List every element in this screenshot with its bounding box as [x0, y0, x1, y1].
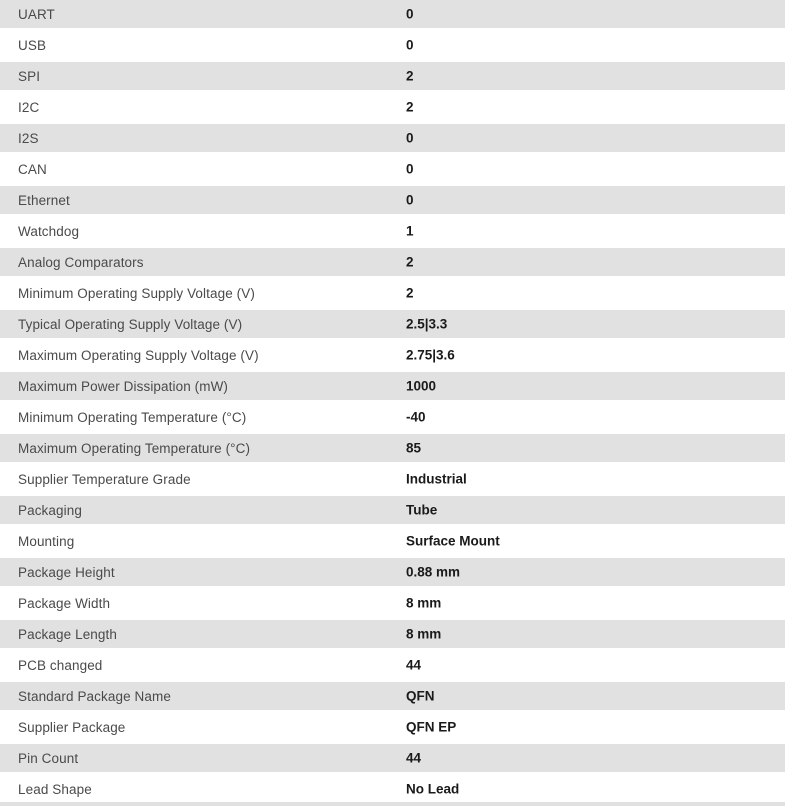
row-value: 2.75|3.6	[406, 347, 455, 363]
table-row	[0, 186, 785, 214]
row-label: Packaging	[18, 502, 82, 518]
row-value: 1	[406, 223, 414, 239]
table-row	[0, 651, 785, 679]
row-value: 2	[406, 99, 414, 115]
row-label: Pin Count	[18, 750, 79, 766]
row-value: 1000	[406, 378, 437, 394]
row-value: QFN EP	[406, 719, 457, 735]
table-row	[0, 713, 785, 741]
row-value: 0	[406, 192, 414, 208]
row-value: Surface Mount	[406, 533, 500, 549]
row-label: Maximum Operating Temperature (°C)	[18, 440, 251, 456]
row-value: 8 mm	[406, 626, 442, 642]
row-label: Analog Comparators	[18, 254, 144, 270]
row-label: Standard Package Name	[18, 688, 171, 704]
table-row	[0, 527, 785, 555]
table-row	[0, 372, 785, 400]
row-label: Typical Operating Supply Voltage (V)	[18, 316, 243, 332]
row-value: 0	[406, 37, 414, 53]
row-value: 0	[406, 6, 414, 22]
table-row	[0, 558, 785, 586]
table-row	[0, 62, 785, 90]
table-row	[0, 0, 785, 28]
row-label: Supplier Package	[18, 719, 126, 735]
row-label: Package Width	[18, 595, 111, 611]
row-value: 85	[406, 440, 422, 456]
table-row	[0, 279, 785, 307]
row-value: 8 mm	[406, 595, 442, 611]
table-row	[0, 217, 785, 245]
row-label: Minimum Operating Supply Voltage (V)	[18, 285, 255, 301]
row-value: QFN	[406, 688, 435, 704]
table-row	[0, 620, 785, 648]
row-label: Watchdog	[18, 223, 80, 239]
table-row	[0, 155, 785, 183]
row-value: 2	[406, 68, 414, 84]
row-label: PCB changed	[18, 657, 103, 673]
row-value: Industrial	[406, 471, 467, 487]
table-row	[0, 31, 785, 59]
row-label: CAN	[18, 161, 47, 177]
table-row	[0, 248, 785, 276]
table-row	[0, 434, 785, 462]
row-value: 0.88 mm	[406, 564, 461, 580]
row-label: I2C	[18, 99, 40, 115]
row-value: -40	[406, 409, 426, 425]
row-value: 2.5|3.3	[406, 316, 448, 332]
row-value: 2	[406, 285, 414, 301]
table-row	[0, 496, 785, 524]
row-value: 44	[406, 657, 422, 673]
row-label: Lead Shape	[18, 781, 92, 797]
table-row	[0, 93, 785, 121]
table-row	[0, 310, 785, 338]
row-label: I2S	[18, 130, 39, 146]
table-row	[0, 682, 785, 710]
row-label: SPI	[18, 68, 41, 84]
row-label: Package Height	[18, 564, 115, 580]
table-row	[0, 589, 785, 617]
table-row	[0, 744, 785, 772]
row-label: Maximum Power Dissipation (mW)	[18, 378, 229, 394]
row-label: Minimum Operating Temperature (°C)	[18, 409, 247, 425]
table-row	[0, 341, 785, 369]
row-label: Supplier Temperature Grade	[18, 471, 191, 487]
row-value: 44	[406, 750, 422, 766]
table-row	[0, 124, 785, 152]
row-label: UART	[18, 6, 55, 22]
row-label: USB	[18, 37, 47, 53]
row-label: Mounting	[18, 533, 75, 549]
table-row	[0, 775, 785, 803]
row-value: 0	[406, 130, 414, 146]
row-label: Maximum Operating Supply Voltage (V)	[18, 347, 259, 363]
row-value: No Lead	[406, 781, 460, 797]
row-value: 2	[406, 254, 414, 270]
row-value: Tube	[406, 502, 438, 518]
next-row-partial	[0, 802, 785, 806]
row-label: Package Length	[18, 626, 117, 642]
row-label: Ethernet	[18, 192, 70, 208]
row-value: 0	[406, 161, 414, 177]
table-row	[0, 465, 785, 493]
table-row	[0, 403, 785, 431]
